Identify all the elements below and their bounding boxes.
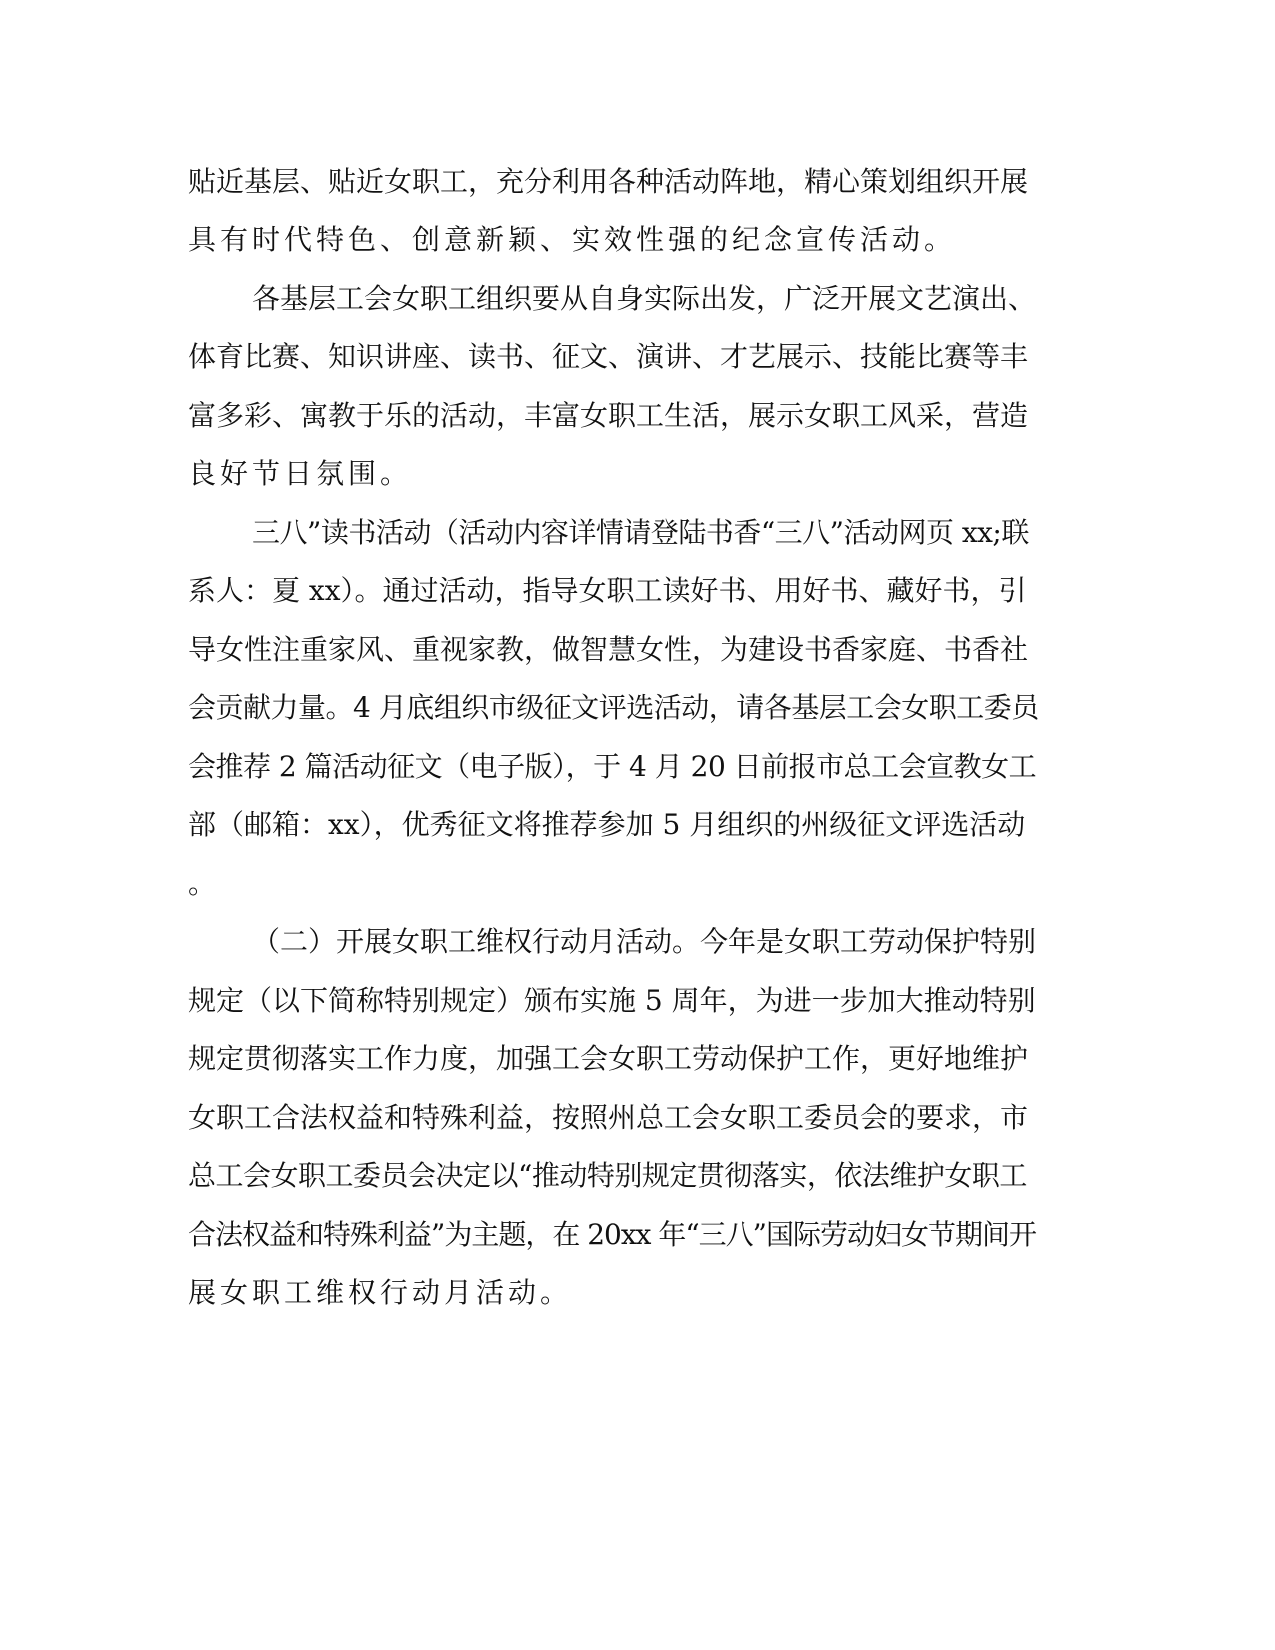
text-line: 体育比赛、知识讲座、读书、征文、演讲、才艺展示、技能比赛等丰 (188, 340, 1029, 373)
paragraph-start-line: 各基层工会女职工组织要从自身实际出发，广泛开展文艺演出、 (252, 282, 1037, 315)
text-line: 导女性注重家风、重视家教，做智慧女性，为建设书香家庭、书香社 (188, 633, 1029, 666)
text-line: 总工会女职工委员会决定以“推动特别规定贯彻落实，依法维护女职工 (188, 1159, 1027, 1192)
paragraph-start-line: （二）开展女职工维权行动月活动。今年是女职工劳动保护特别 (252, 925, 1037, 958)
text-line: 富多彩、寓教于乐的活动，丰富女职工生活，展示女职工风采，营造 (188, 399, 1029, 432)
text-line: 部（邮箱：xx），优秀征文将推荐参加 5 月组织的州级征文评选活动 (188, 808, 1026, 841)
text-line: 女职工合法权益和特殊利益，按照州总工会女职工委员会的要求，市 (188, 1101, 1029, 1134)
text-line: 系人：夏 xx）。通过活动，指导女职工读好书、用好书、藏好书，引 (188, 574, 1027, 607)
text-line: 良好节日氛围。 (188, 457, 413, 490)
text-line: 贴近基层、贴近女职工，充分利用各种活动阵地，精心策划组织开展 (188, 165, 1029, 198)
text-line: 。 (188, 867, 221, 900)
text-line: 会贡献力量。4 月底组织市级征文评选活动，请各基层工会女职工委员 (188, 691, 1039, 724)
text-line: 规定贯彻落实工作力度，加强工会女职工劳动保护工作，更好地维护 (188, 1042, 1029, 1075)
text-line: 具有时代特色、创意新颖、实效性强的纪念宣传活动。 (188, 223, 957, 256)
text-line: 会推荐 2 篇活动征文（电子版），于 4 月 20 日前报市总工会宣教女工 (188, 750, 1037, 783)
text-line: 展女职工维权行动月活动。 (188, 1276, 573, 1309)
text-line: 规定（以下简称特别规定）颁布实施 5 周年，为进一步加大推动特别 (188, 984, 1036, 1017)
paragraph-start-line: 三八”读书活动（活动内容详情请登陆书香“三八”活动网页 xx;联 (252, 516, 1029, 549)
text-line: 合法权益和特殊利益”为主题，在 20xx 年“三八”国际劳动妇女节期间开 (188, 1218, 1036, 1251)
